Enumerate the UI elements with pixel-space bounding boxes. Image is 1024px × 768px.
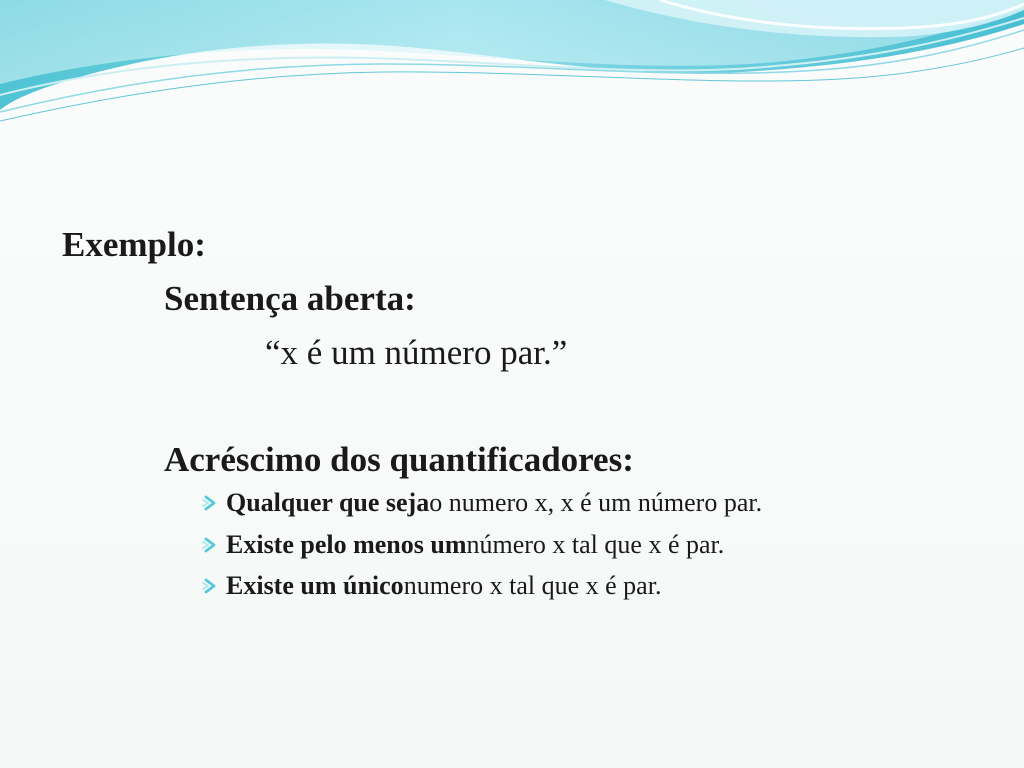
- arrow-right-bullet-icon: [200, 534, 222, 556]
- quantifier-bullet-item: [200, 571, 661, 601]
- bullet-bold-text: Qualquer que seja: [226, 488, 430, 517]
- open-sentence-quote: “x é um número par.”: [265, 333, 568, 372]
- bullet-bold-text: Existe pelo menos um: [226, 530, 467, 559]
- open-sentence-label: Sentença aberta:: [164, 279, 416, 318]
- bullet-body-text: o numero x, x é um número par.: [429, 488, 763, 517]
- bullet-bold-text: Existe um único: [226, 571, 404, 600]
- quantifier-bullet-item: [200, 530, 724, 560]
- bullet-body-text: numero x tal que x é par.: [403, 571, 662, 600]
- quantifier-bullet-item: [200, 488, 762, 518]
- slide-title: Exemplo:: [62, 225, 206, 264]
- arrow-right-bullet-icon: [200, 575, 222, 597]
- quantifiers-heading: Acréscimo dos quantificadores:: [164, 440, 634, 479]
- arrow-right-bullet-icon: [200, 492, 222, 514]
- bullet-body-text: número x tal que x é par.: [466, 530, 725, 559]
